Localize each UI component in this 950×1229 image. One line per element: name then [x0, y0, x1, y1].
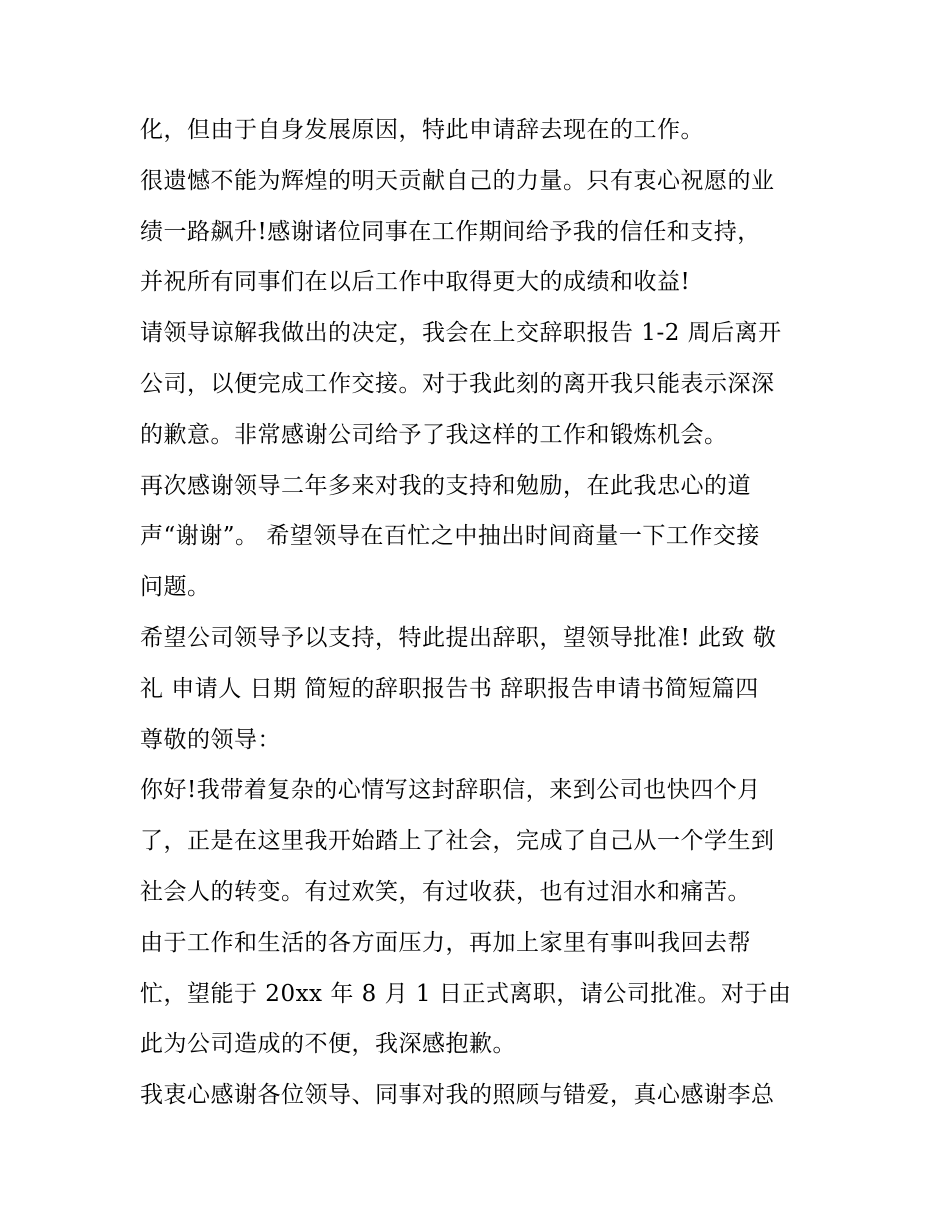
text-line: 化，但由于自身发展原因，特此申请辞去现在的工作。 [140, 117, 704, 143]
text-line: 你好!我带着复杂的心情写这封辞职信，来到公司也快四个月 [140, 777, 761, 804]
text-line: 很遗憾不能为辉煌的明天贡献自己的力量。只有衷心祝愿的业 [140, 167, 775, 194]
text-line: 希望公司领导予以支持，特此提出辞职，望领导批准! 此致 敬 [140, 624, 777, 651]
text-line: 绩一路飙升!感谢诸位同事在工作期间给予我的信任和支持， [140, 218, 761, 245]
text-line: 我衷心感谢各位领导、同事对我的照顾与错爱，真心感谢李总 [140, 1082, 775, 1109]
text-line: 再次感谢领导二年多来对我的支持和勉励，在此我忠心的道 [140, 472, 751, 499]
text-line: 尊敬的领导： [140, 726, 281, 753]
text-line: 了，正是在这里我开始踏上了社会，完成了自己从一个学生到 [140, 828, 775, 855]
document-body [140, 105, 830, 1121]
text-line: 问题。 [140, 574, 211, 601]
text-line: 社会人的转变。有过欢笑，有过收获，也有过泪水和痛苦。 [140, 878, 751, 905]
text-line: 忙，望能于 20xx 年 8 月 1 日正式离职，请公司批准。对于由 [140, 980, 792, 1007]
text-line: 声“谢谢”。 希望领导在百忙之中抽出时间商量一下工作交接 [140, 523, 760, 550]
text-line: 请领导谅解我做出的决定，我会在上交辞职报告 1-2 周后离开 [140, 320, 782, 347]
text-line: 并祝所有同事们在以后工作中取得更大的成绩和收益! [140, 269, 691, 296]
text-line: 公司，以便完成工作交接。对于我此刻的离开我只能表示深深 [140, 370, 775, 397]
text-line: 由于工作和生活的各方面压力，再加上家里有事叫我回去帮 [140, 929, 751, 956]
text-line: 此为公司造成的不便，我深感抱歉。 [140, 1031, 516, 1058]
text-line: 的歉意。非常感谢公司给予了我这样的工作和锻炼机会。 [140, 421, 728, 448]
text-line: 礼 申请人 日期 简短的辞职报告书 辞职报告申请书简短篇四 [140, 675, 759, 702]
